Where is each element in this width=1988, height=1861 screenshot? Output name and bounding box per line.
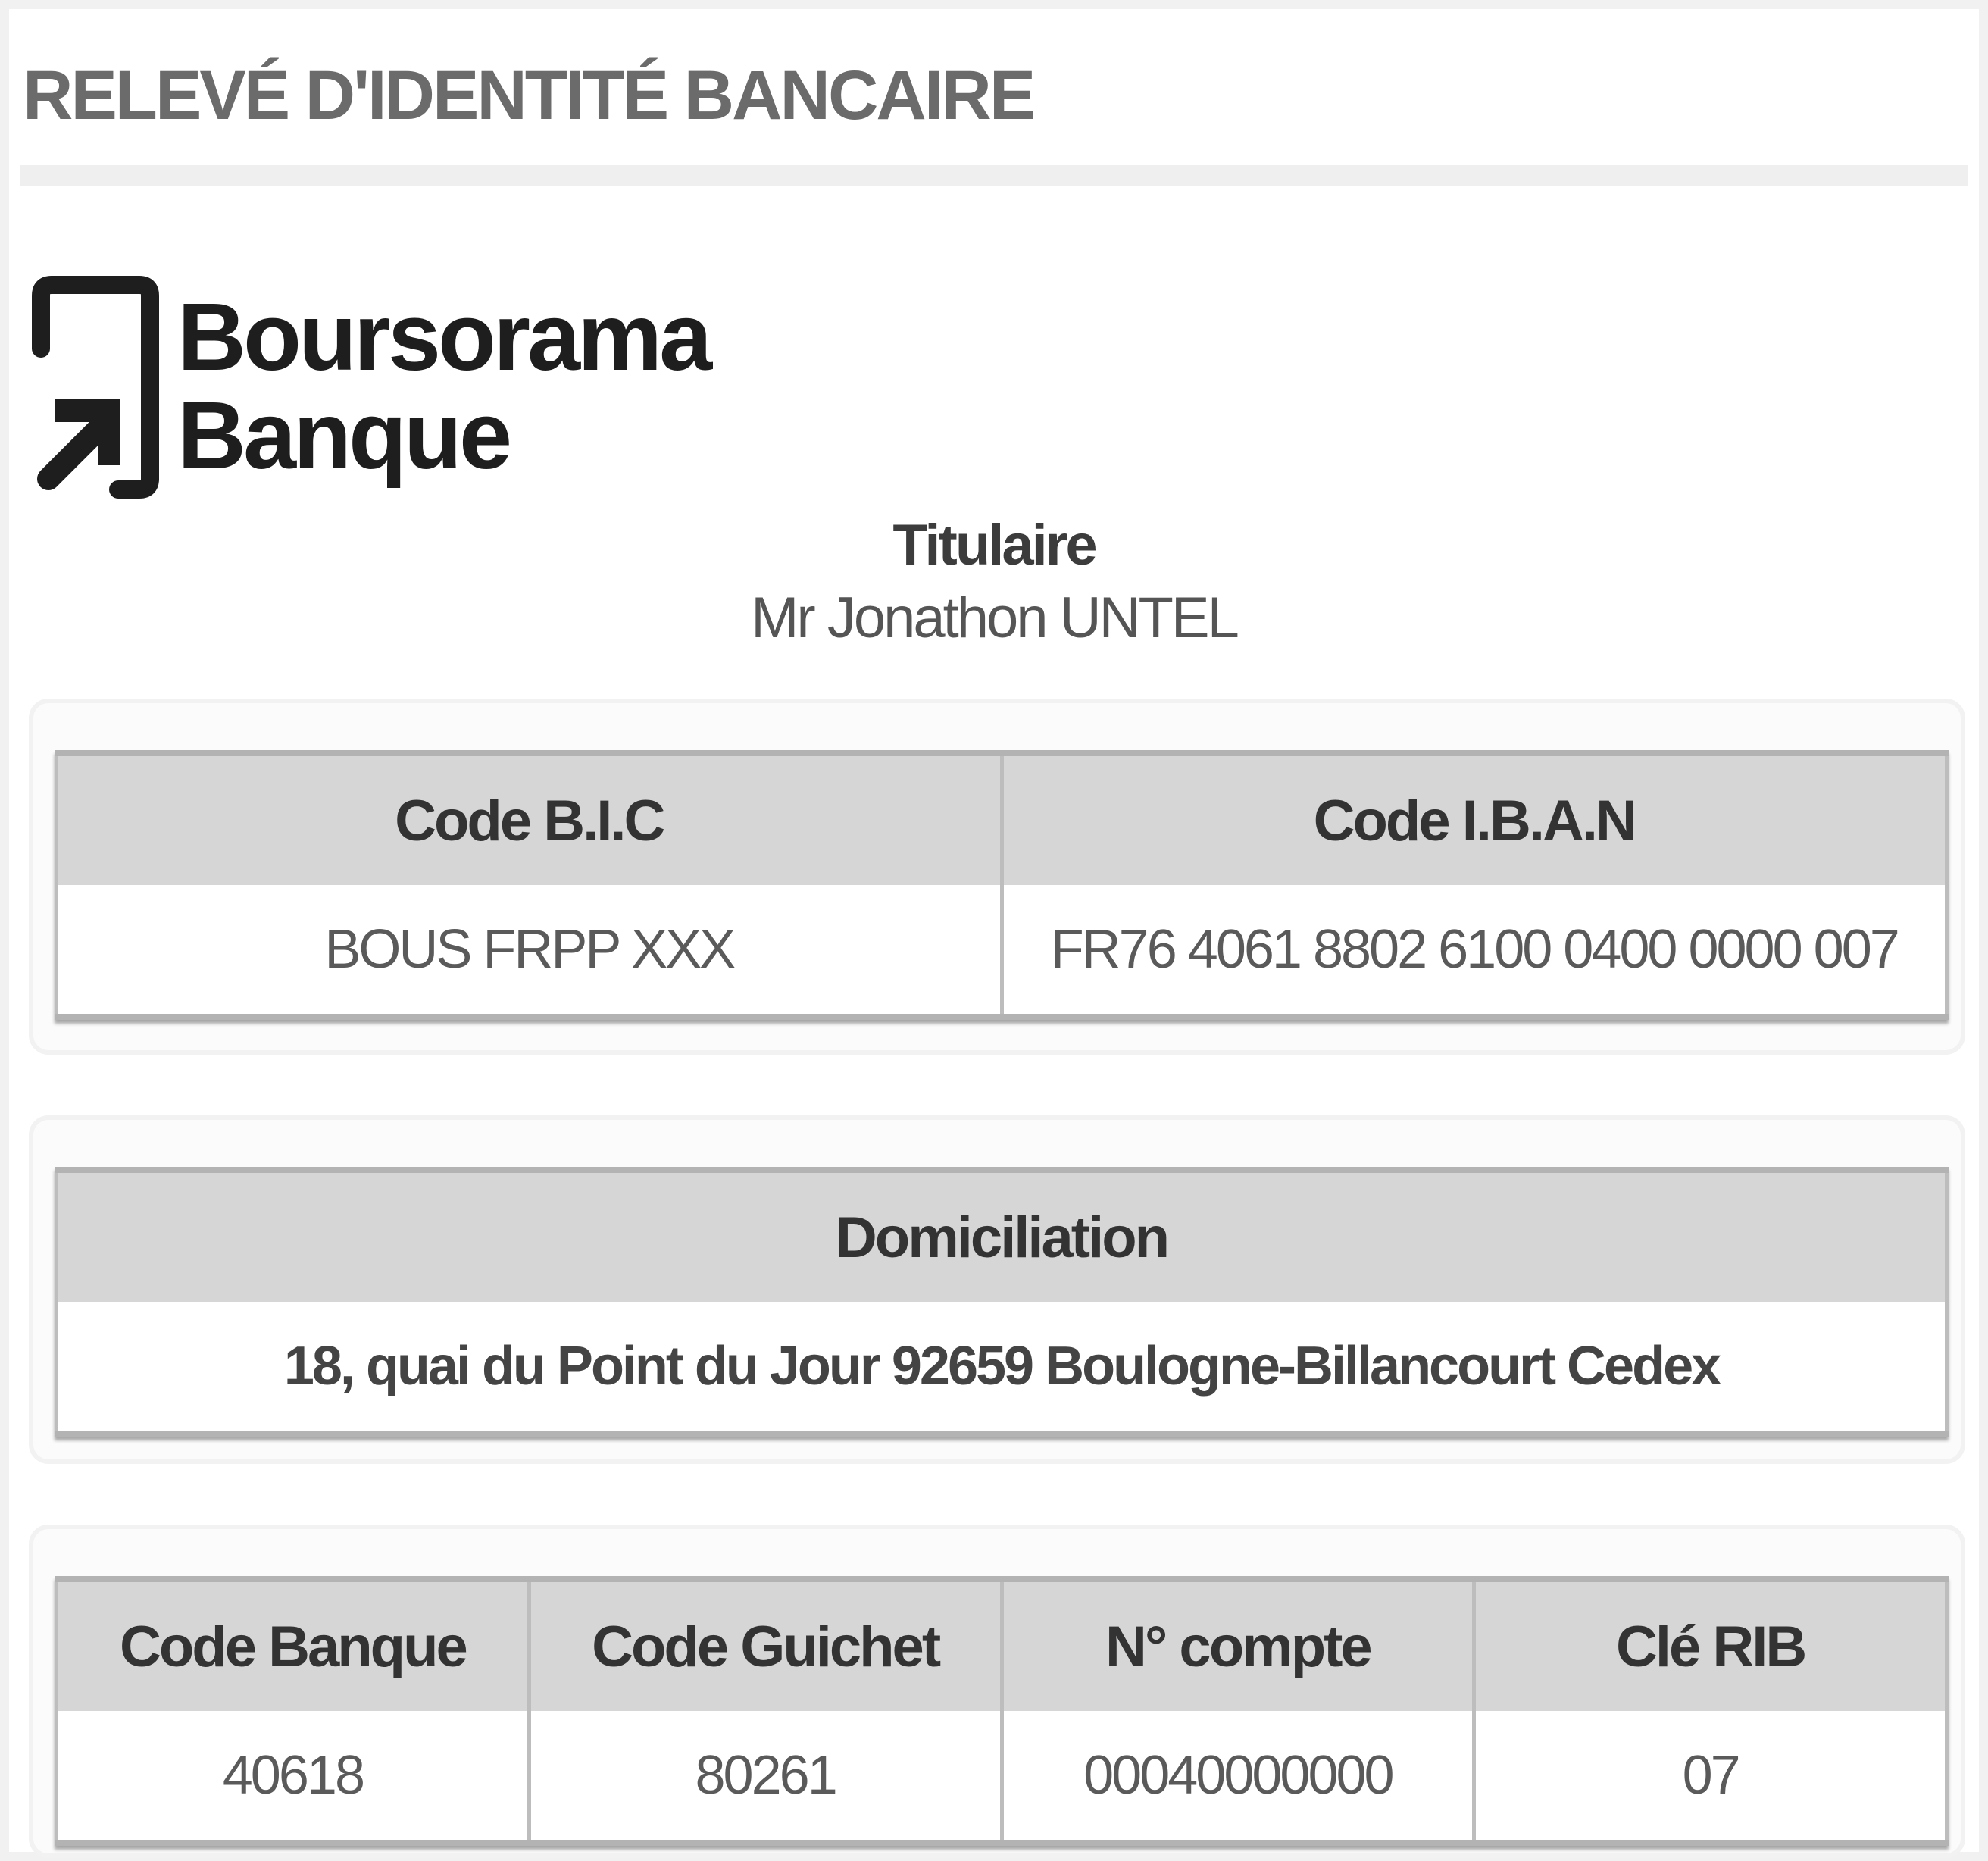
rib-details-card [29,1525,1965,1858]
boursorama-arrow-logo-icon [26,274,159,502]
domiciliation-table [55,1167,1949,1437]
bic-value: BOUS FRPP XXX [57,885,1002,1017]
account-number-value: 00040000000 [1002,1711,1474,1843]
iban-value: FR76 4061 8802 6100 0400 0000 007 [1002,885,1947,1017]
title-divider [20,165,1968,186]
bank-code-value: 40618 [57,1711,530,1843]
holder-name: Mr Jonathon UNTEL [751,586,1237,650]
bic-iban-card [29,699,1965,1055]
domiciliation-header: Domiciliation [57,1170,1947,1302]
table-row [57,1302,1947,1434]
bank-code-header: Code Banque [57,1579,530,1711]
branch-code-header: Code Guichet [529,1579,1002,1711]
bic-iban-table [55,750,1949,1020]
bank-name-line2: Banque [177,382,510,489]
table-row [57,885,1947,1017]
table-header-row [57,753,1947,885]
rib-document [9,9,1979,1852]
holder-label: Titulaire [892,513,1096,577]
table-header-row [57,1170,1947,1302]
bank-name-line1: Boursorama [177,283,710,390]
bank-logo [26,274,710,502]
rib-key-header: Clé RIB [1474,1579,1947,1711]
account-number-header: N° compte [1002,1579,1474,1711]
table-header-row [57,1579,1947,1711]
bic-header: Code B.I.C [57,753,1002,885]
bank-name [177,283,710,489]
domiciliation-card [29,1115,1965,1464]
rib-key-value: 07 [1474,1711,1947,1843]
branch-code-value: 80261 [529,1711,1002,1843]
iban-header: Code I.B.A.N [1002,753,1947,885]
rib-details-table [55,1576,1949,1846]
document-title: RELEVÉ D'IDENTITÉ BANCAIRE [23,57,1034,134]
domiciliation-address: 18, quai du Point du Jour 92659 Boulogne-Billancourt Cedex [57,1302,1947,1434]
table-row [57,1711,1947,1843]
account-holder [9,509,1979,655]
